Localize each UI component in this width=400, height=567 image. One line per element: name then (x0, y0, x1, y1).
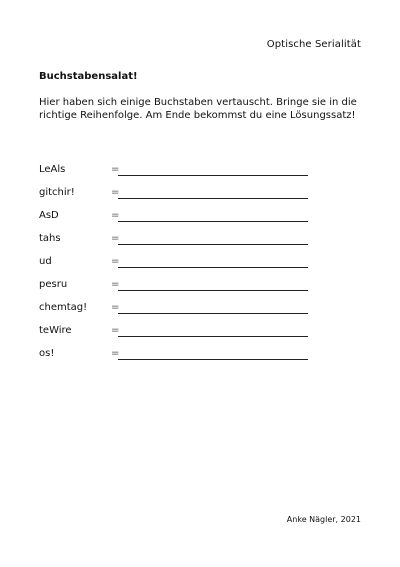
exercise-row (39, 208, 339, 231)
exercise-list (39, 162, 339, 369)
header-title: Optische Serialität (266, 39, 361, 50)
scrambled-word: gitchir! (39, 187, 75, 198)
answer-line[interactable] (118, 304, 308, 314)
scrambled-word: os! (39, 348, 55, 359)
exercise-row (39, 346, 339, 369)
exercise-row (39, 254, 339, 277)
equals-sign: = (111, 233, 120, 244)
equals-sign: = (111, 210, 120, 221)
equals-sign: = (111, 302, 120, 313)
equals-sign: = (111, 164, 120, 175)
exercise-row (39, 277, 339, 300)
scrambled-word: AsD (39, 210, 59, 221)
author-credit: Anke Nägler, 2021 (286, 515, 361, 524)
answer-line[interactable] (118, 235, 308, 245)
answer-line[interactable] (118, 212, 308, 222)
exercise-row (39, 231, 339, 254)
answer-line[interactable] (118, 350, 308, 360)
exercise-row (39, 323, 339, 346)
answer-line[interactable] (118, 327, 308, 337)
equals-sign: = (111, 256, 120, 267)
worksheet-title: Buchstabensalat! (39, 71, 138, 82)
instructions-text: Hier haben sich einige Buchstaben vertauscht. Bringe sie in die richtige Reihenfolge. Am Ende bekommst du eine Lösungssatz! (39, 97, 357, 121)
scrambled-word: teWire (39, 325, 72, 336)
scrambled-word: LeAls (39, 164, 66, 175)
equals-sign: = (111, 187, 120, 198)
equals-sign: = (111, 325, 120, 336)
exercise-row (39, 162, 339, 185)
scrambled-word: tahs (39, 233, 61, 244)
answer-line[interactable] (118, 166, 308, 176)
scrambled-word: chemtag! (39, 302, 88, 313)
scrambled-word: pesru (39, 279, 68, 290)
scrambled-word: ud (39, 256, 52, 267)
equals-sign: = (111, 279, 120, 290)
exercise-row (39, 300, 339, 323)
exercise-row (39, 185, 339, 208)
answer-line[interactable] (118, 189, 308, 199)
equals-sign: = (111, 348, 120, 359)
answer-line[interactable] (118, 258, 308, 268)
answer-line[interactable] (118, 281, 308, 291)
